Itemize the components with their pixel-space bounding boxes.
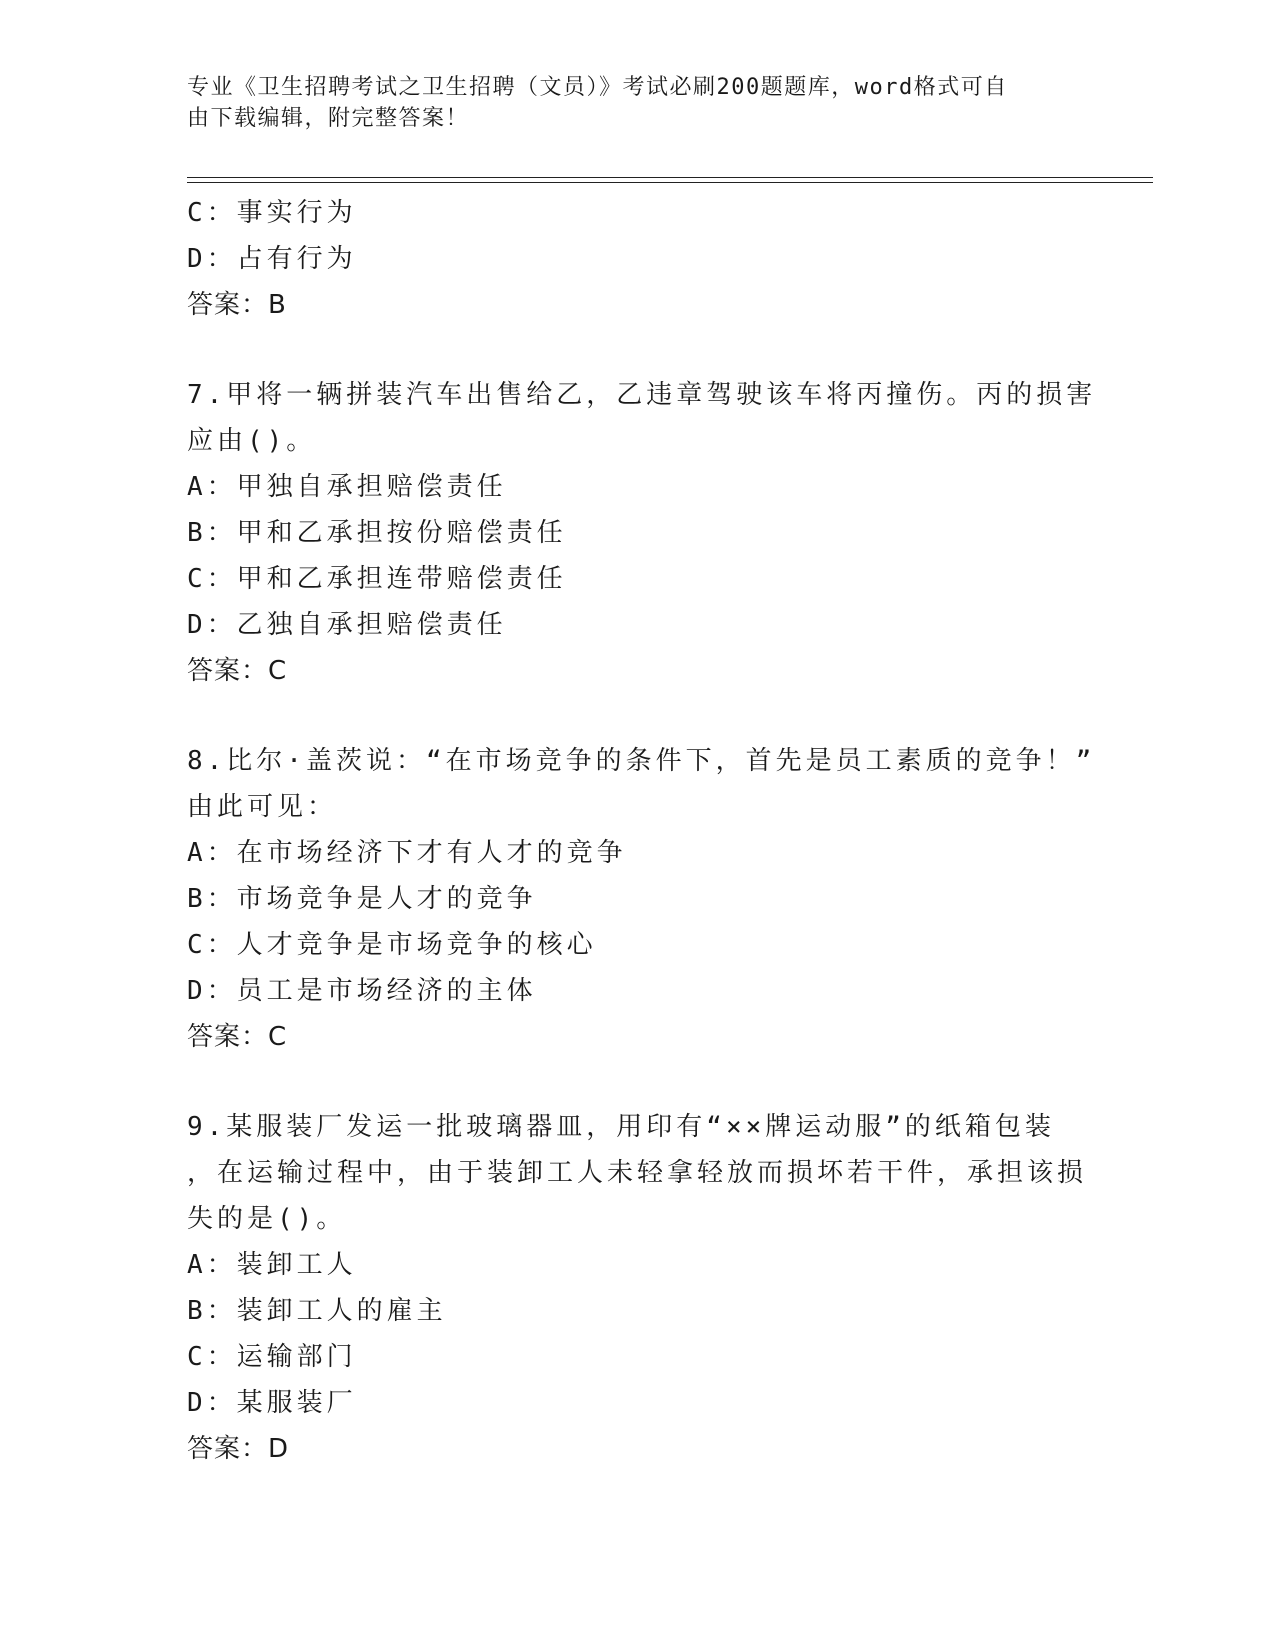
document-header — [187, 72, 1067, 134]
prev-question — [187, 190, 1067, 328]
question-text-line: 9.某服装厂发运一批玻璃器皿，用印有“××牌运动服”的纸箱包装 — [187, 1112, 1055, 1142]
option-c: C：人才竞争是市场竞争的核心 — [187, 930, 597, 960]
option-b: B：市场竞争是人才的竞争 — [187, 884, 537, 914]
option-b: B：甲和乙承担按份赔偿责任 — [187, 518, 567, 548]
option-a: A：甲独自承担赔偿责任 — [187, 472, 507, 502]
question-8 — [187, 738, 1096, 1060]
question-text-line: 失的是()。 — [187, 1204, 347, 1234]
header-line-2: 由下载编辑，附完整答案！ — [187, 106, 470, 131]
question-content — [187, 190, 1097, 1472]
header-line-1: 专业《卫生招聘考试之卫生招聘（文员）》考试必刷200题题库，word格式可自 — [187, 75, 1008, 100]
answer-line: 答案：D — [187, 1434, 290, 1464]
question-9 — [187, 1104, 1088, 1472]
answer-line: 答案：C — [187, 1022, 288, 1052]
header-divider — [187, 177, 1153, 183]
question-text-line: 7.甲将一辆拼装汽车出售给乙，乙违章驾驶该车将丙撞伤。丙的损害 — [187, 380, 1097, 410]
question-text-line: ，在运输过程中，由于装卸工人未轻拿轻放而损坏若干件，承担该损 — [187, 1158, 1088, 1188]
answer-line: 答案：B — [187, 290, 287, 320]
option-d: D：占有行为 — [187, 244, 357, 274]
answer-line: 答案：C — [187, 656, 288, 686]
option-c: C：事实行为 — [187, 198, 357, 228]
question-text-line: 应由()。 — [187, 426, 317, 456]
option-d: D：某服装厂 — [187, 1388, 357, 1418]
option-b: B：装卸工人的雇主 — [187, 1296, 447, 1326]
option-a: A：装卸工人 — [187, 1250, 357, 1280]
question-text-line: 8.比尔·盖茨说：“在市场竞争的条件下，首先是员工素质的竞争！” — [187, 746, 1096, 776]
option-d: D：员工是市场经济的主体 — [187, 976, 537, 1006]
option-c: C：运输部门 — [187, 1342, 357, 1372]
option-d: D：乙独自承担赔偿责任 — [187, 610, 507, 640]
question-text-line: 由此可见： — [187, 792, 338, 822]
option-a: A：在市场经济下才有人才的竞争 — [187, 838, 627, 868]
question-7 — [187, 372, 1097, 694]
option-c: C：甲和乙承担连带赔偿责任 — [187, 564, 567, 594]
